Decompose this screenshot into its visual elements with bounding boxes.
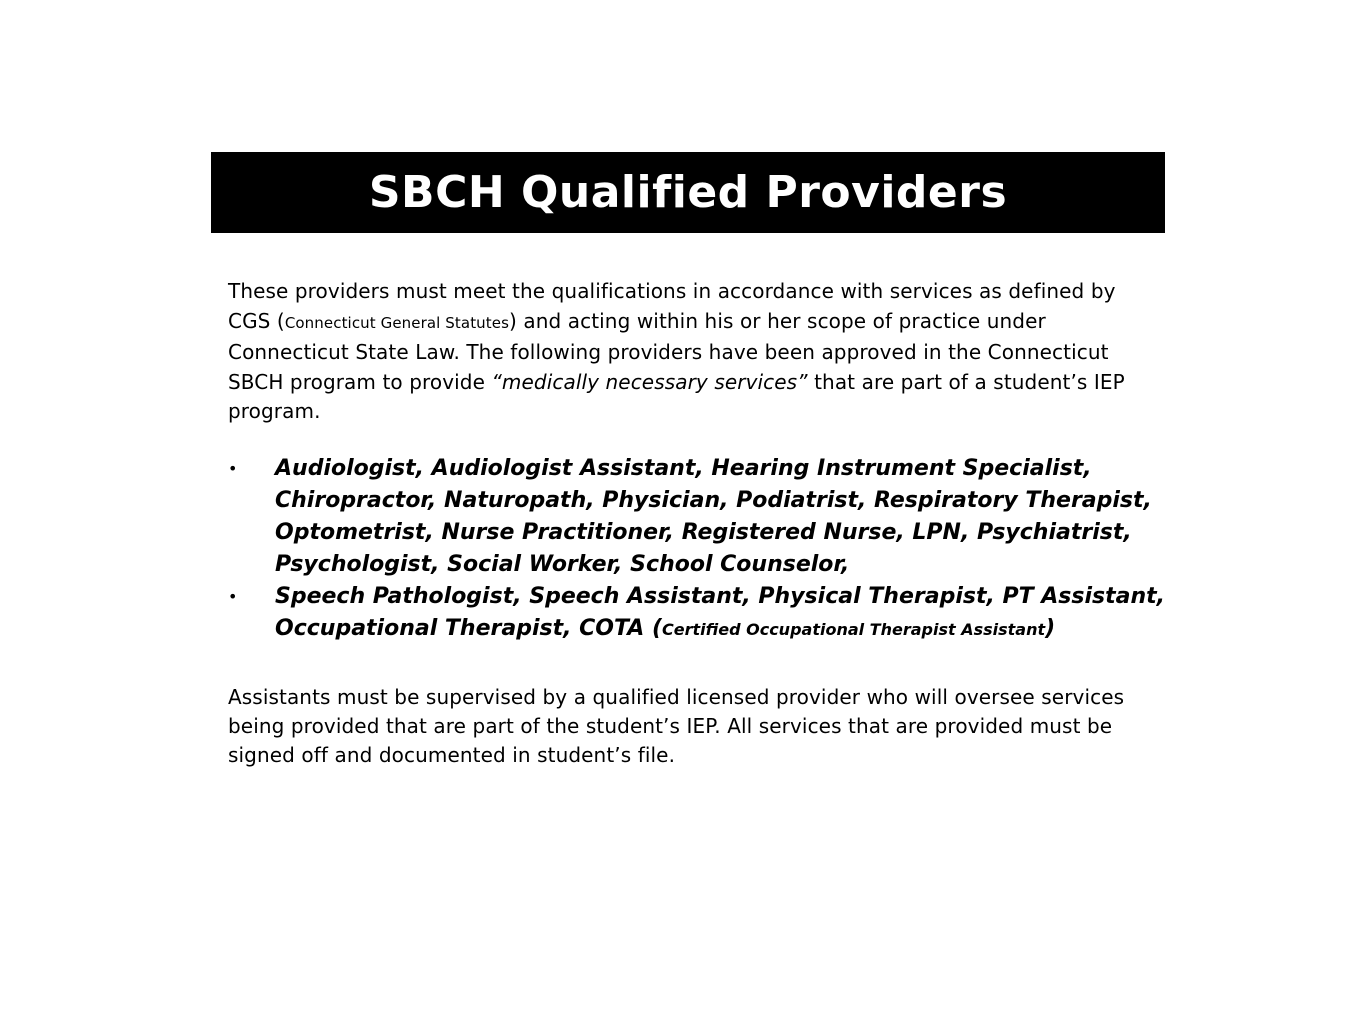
cota-expansion: Certified Occupational Therapist Assistant [662, 620, 1046, 639]
list-item [228, 453, 1178, 581]
bullet-icon: • [228, 587, 238, 606]
intro-paragraph [228, 277, 1148, 427]
intro-emphasis: “medically necessary services” [491, 369, 808, 394]
title-bar [211, 152, 1165, 233]
closing-paragraph: Assistants must be supervised by a qualified licensed provider who will oversee services being provided that are part of the student’s IEP. All services that are provided must be signed off and documented in student’s file. [228, 685, 1125, 767]
list-item [228, 581, 1178, 646]
bullet-icon: • [228, 459, 238, 478]
cgs-expansion: Connecticut General Statutes [284, 313, 510, 332]
intro-text-part2: ) and acting within his or her scope of practice under Connecticut State Law. The following providers have been approved in the Connecticut SBCH program to provide [228, 308, 1109, 394]
provider-list-item-1: Audiologist, Audiologist Assistant, Hearing Instrument Specialist, Chiropractor, Naturopath, Physician, Podiatrist, Respiratory Therapist, Optometrist, Nurse Practitioner, Registered Nurse, LPN, Psychiatrist, Psychologist, Social Worker, School Counselor, [275, 456, 1152, 577]
provider-list [228, 453, 1178, 646]
cota-close-paren: ) [1045, 616, 1056, 641]
intro-text-part1: These providers must meet the qualifications in accordance with services as defined by CGS ( [228, 279, 1116, 333]
intro-text-part3: that are part of a student’s IEP program. [228, 369, 1125, 423]
slide-title: SBCH Qualified Providers [368, 166, 1008, 218]
provider-list-item-2: Speech Pathologist, Speech Assistant, Physical Therapist, PT Assistant, Occupational Therapist, COTA ( [275, 584, 1166, 641]
